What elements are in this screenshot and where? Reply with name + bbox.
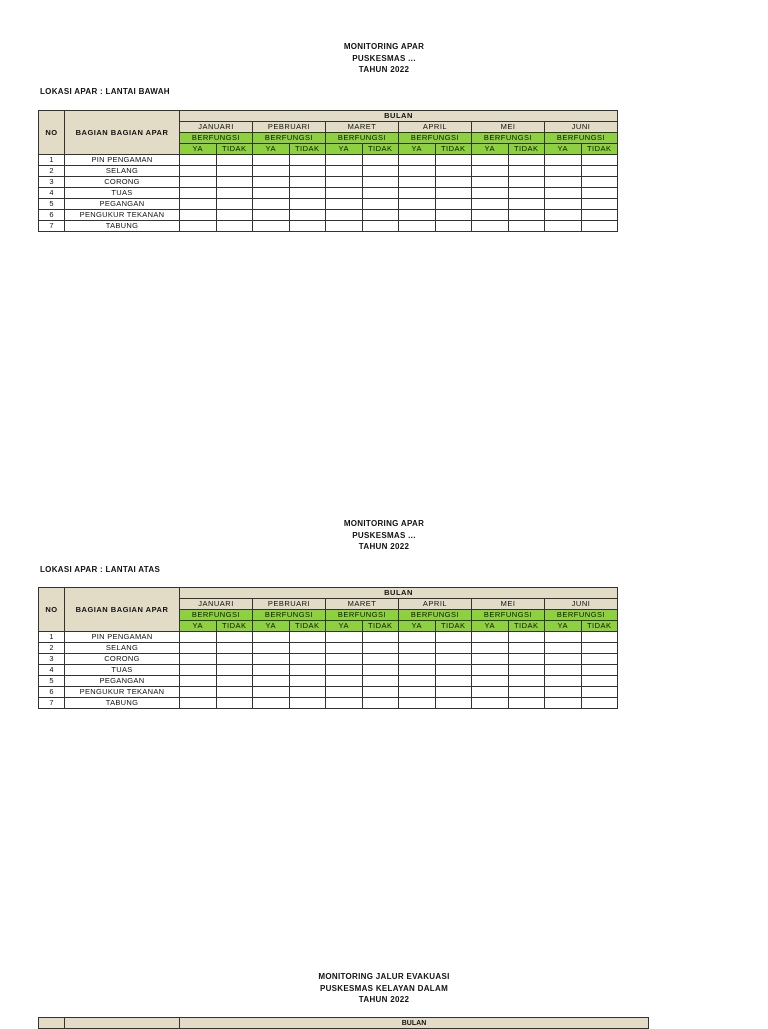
check-cell[interactable] xyxy=(253,199,290,210)
ya-header: YA xyxy=(326,144,363,155)
check-cell[interactable] xyxy=(472,221,509,232)
month-header: JUNI xyxy=(545,122,618,133)
check-cell[interactable] xyxy=(508,676,545,687)
row-number: 7 xyxy=(39,221,65,232)
check-cell[interactable] xyxy=(435,632,472,643)
check-cell[interactable] xyxy=(435,188,472,199)
ya-header: YA xyxy=(472,621,509,632)
ya-header: YA xyxy=(545,621,582,632)
check-cell[interactable] xyxy=(253,643,290,654)
check-cell[interactable] xyxy=(253,698,290,709)
check-cell[interactable] xyxy=(435,155,472,166)
check-cell[interactable] xyxy=(399,654,436,665)
title-line: PUSKESMAS ... xyxy=(352,53,416,63)
status-header: BERFUNGSI xyxy=(399,610,472,621)
section-2-title xyxy=(0,518,768,553)
check-cell[interactable] xyxy=(472,687,509,698)
check-cell[interactable] xyxy=(289,687,326,698)
check-cell[interactable] xyxy=(435,221,472,232)
check-cell[interactable] xyxy=(253,188,290,199)
check-cell[interactable] xyxy=(216,210,253,221)
check-cell[interactable] xyxy=(435,687,472,698)
check-cell[interactable] xyxy=(180,199,217,210)
check-cell[interactable] xyxy=(326,188,363,199)
status-header: BERFUNGSI xyxy=(253,133,326,144)
check-cell[interactable] xyxy=(399,687,436,698)
section-1-table xyxy=(38,110,618,232)
check-cell[interactable] xyxy=(180,687,217,698)
table-row xyxy=(39,188,618,199)
check-cell[interactable] xyxy=(362,210,399,221)
check-cell[interactable] xyxy=(362,687,399,698)
row-number: 6 xyxy=(39,687,65,698)
check-cell[interactable] xyxy=(545,199,582,210)
bulan-header: BULAN xyxy=(180,1018,649,1029)
check-cell[interactable] xyxy=(581,199,618,210)
title-line: TAHUN 2022 xyxy=(358,65,410,74)
check-cell[interactable] xyxy=(362,166,399,177)
part-name: PENGUKUR TEKANAN xyxy=(65,210,180,221)
check-cell[interactable] xyxy=(545,221,582,232)
check-cell[interactable] xyxy=(180,155,217,166)
check-cell[interactable] xyxy=(326,698,363,709)
status-header: BERFUNGSI xyxy=(253,610,326,621)
check-cell[interactable] xyxy=(289,698,326,709)
check-cell[interactable] xyxy=(362,654,399,665)
check-cell[interactable] xyxy=(581,643,618,654)
row-number: 3 xyxy=(39,654,65,665)
check-cell[interactable] xyxy=(362,643,399,654)
section-3-table xyxy=(38,1017,649,1029)
status-header: BERFUNGSI xyxy=(472,610,545,621)
ya-header: YA xyxy=(326,621,363,632)
check-cell[interactable] xyxy=(545,166,582,177)
check-cell[interactable] xyxy=(326,221,363,232)
check-cell[interactable] xyxy=(180,188,217,199)
ya-header: YA xyxy=(399,621,436,632)
check-cell[interactable] xyxy=(216,632,253,643)
check-cell[interactable] xyxy=(472,199,509,210)
check-cell[interactable] xyxy=(180,221,217,232)
tidak-header: TIDAK xyxy=(508,144,545,155)
tidak-header: TIDAK xyxy=(508,621,545,632)
tidak-header: TIDAK xyxy=(289,621,326,632)
check-cell[interactable] xyxy=(326,654,363,665)
month-header: JANUARI xyxy=(180,122,253,133)
no-header: NO xyxy=(39,111,65,155)
tidak-header: TIDAK xyxy=(581,621,618,632)
check-cell[interactable] xyxy=(289,676,326,687)
check-cell[interactable] xyxy=(180,665,217,676)
check-cell[interactable] xyxy=(472,698,509,709)
check-cell[interactable] xyxy=(326,665,363,676)
part-name: PEGANGAN xyxy=(65,199,180,210)
check-cell[interactable] xyxy=(180,177,217,188)
check-cell[interactable] xyxy=(472,632,509,643)
check-cell[interactable] xyxy=(326,210,363,221)
part-name: TABUNG xyxy=(65,698,180,709)
check-cell[interactable] xyxy=(508,210,545,221)
check-cell[interactable] xyxy=(289,221,326,232)
table-row xyxy=(39,166,618,177)
table-row xyxy=(39,698,618,709)
check-cell[interactable] xyxy=(508,177,545,188)
check-cell[interactable] xyxy=(435,698,472,709)
check-cell[interactable] xyxy=(581,698,618,709)
check-cell[interactable] xyxy=(289,177,326,188)
part-header-cell xyxy=(65,1018,180,1029)
row-number: 7 xyxy=(39,698,65,709)
title-line: MONITORING APAR xyxy=(343,42,425,51)
check-cell[interactable] xyxy=(362,155,399,166)
month-header: MEI xyxy=(472,599,545,610)
month-header: PEBRUARI xyxy=(253,599,326,610)
check-cell[interactable] xyxy=(472,210,509,221)
check-cell[interactable] xyxy=(399,676,436,687)
check-cell[interactable] xyxy=(253,155,290,166)
check-cell[interactable] xyxy=(435,199,472,210)
check-cell[interactable] xyxy=(216,166,253,177)
check-cell[interactable] xyxy=(253,654,290,665)
check-cell[interactable] xyxy=(508,665,545,676)
check-cell[interactable] xyxy=(435,166,472,177)
part-name: CORONG xyxy=(65,177,180,188)
month-header: MARET xyxy=(326,599,399,610)
check-cell[interactable] xyxy=(435,177,472,188)
check-cell[interactable] xyxy=(289,643,326,654)
check-cell[interactable] xyxy=(289,188,326,199)
check-cell[interactable] xyxy=(326,632,363,643)
check-cell[interactable] xyxy=(216,221,253,232)
status-header: BERFUNGSI xyxy=(326,610,399,621)
tidak-header: TIDAK xyxy=(435,144,472,155)
check-cell[interactable] xyxy=(545,698,582,709)
row-number: 1 xyxy=(39,632,65,643)
check-cell[interactable] xyxy=(326,177,363,188)
tidak-header: TIDAK xyxy=(289,144,326,155)
check-cell[interactable] xyxy=(253,221,290,232)
section-2-table xyxy=(38,587,618,709)
title-line: TAHUN 2022 xyxy=(358,995,410,1004)
part-name: PEGANGAN xyxy=(65,676,180,687)
check-cell[interactable] xyxy=(362,177,399,188)
check-cell[interactable] xyxy=(180,643,217,654)
status-header: BERFUNGSI xyxy=(399,133,472,144)
check-cell[interactable] xyxy=(399,177,436,188)
check-cell[interactable] xyxy=(289,665,326,676)
check-cell[interactable] xyxy=(545,643,582,654)
check-cell[interactable] xyxy=(508,199,545,210)
check-cell[interactable] xyxy=(508,155,545,166)
check-cell[interactable] xyxy=(581,177,618,188)
part-name: SELANG xyxy=(65,166,180,177)
check-cell[interactable] xyxy=(545,210,582,221)
no-header-cell xyxy=(39,1018,65,1029)
part-name: TABUNG xyxy=(65,221,180,232)
check-cell[interactable] xyxy=(545,676,582,687)
check-cell[interactable] xyxy=(253,676,290,687)
check-cell[interactable] xyxy=(289,166,326,177)
check-cell[interactable] xyxy=(399,166,436,177)
table-row xyxy=(39,155,618,166)
tidak-header: TIDAK xyxy=(362,621,399,632)
ya-header: YA xyxy=(472,144,509,155)
check-cell[interactable] xyxy=(216,698,253,709)
check-cell[interactable] xyxy=(545,632,582,643)
tidak-header: TIDAK xyxy=(362,144,399,155)
check-cell[interactable] xyxy=(545,177,582,188)
month-header: MEI xyxy=(472,122,545,133)
title-line: TAHUN 2022 xyxy=(358,542,410,551)
check-cell[interactable] xyxy=(508,654,545,665)
check-cell[interactable] xyxy=(472,643,509,654)
check-cell[interactable] xyxy=(216,643,253,654)
table-row xyxy=(39,643,618,654)
check-cell[interactable] xyxy=(216,177,253,188)
check-cell[interactable] xyxy=(581,188,618,199)
status-header: BERFUNGSI xyxy=(180,133,253,144)
check-cell[interactable] xyxy=(253,166,290,177)
title-line: MONITORING APAR xyxy=(343,519,425,528)
table-row xyxy=(39,687,618,698)
check-cell[interactable] xyxy=(399,199,436,210)
part-name: SELANG xyxy=(65,643,180,654)
ya-header: YA xyxy=(180,621,217,632)
check-cell[interactable] xyxy=(399,632,436,643)
check-cell[interactable] xyxy=(253,210,290,221)
part-name: PIN PENGAMAN xyxy=(65,155,180,166)
month-header: APRIL xyxy=(399,599,472,610)
section-1-lokasi: LOKASI APAR : LANTAI BAWAH xyxy=(40,87,170,96)
check-cell[interactable] xyxy=(545,665,582,676)
check-cell[interactable] xyxy=(253,177,290,188)
table-row xyxy=(39,210,618,221)
check-cell[interactable] xyxy=(362,676,399,687)
check-cell[interactable] xyxy=(581,665,618,676)
check-cell[interactable] xyxy=(399,643,436,654)
month-header: MARET xyxy=(326,122,399,133)
check-cell[interactable] xyxy=(508,687,545,698)
ya-header: YA xyxy=(253,144,290,155)
check-cell[interactable] xyxy=(472,654,509,665)
tidak-header: TIDAK xyxy=(216,621,253,632)
check-cell[interactable] xyxy=(581,155,618,166)
check-cell[interactable] xyxy=(508,188,545,199)
check-cell[interactable] xyxy=(326,687,363,698)
check-cell[interactable] xyxy=(216,199,253,210)
row-number: 3 xyxy=(39,177,65,188)
check-cell[interactable] xyxy=(180,210,217,221)
check-cell[interactable] xyxy=(362,188,399,199)
check-cell[interactable] xyxy=(216,654,253,665)
check-cell[interactable] xyxy=(581,166,618,177)
row-number: 1 xyxy=(39,155,65,166)
table-row xyxy=(39,654,618,665)
table-row xyxy=(39,665,618,676)
check-cell[interactable] xyxy=(472,155,509,166)
check-cell[interactable] xyxy=(435,665,472,676)
status-header: BERFUNGSI xyxy=(326,133,399,144)
row-number: 6 xyxy=(39,210,65,221)
status-header: BERFUNGSI xyxy=(545,610,618,621)
check-cell[interactable] xyxy=(508,221,545,232)
check-cell[interactable] xyxy=(362,698,399,709)
check-cell[interactable] xyxy=(399,155,436,166)
check-cell[interactable] xyxy=(289,155,326,166)
check-cell[interactable] xyxy=(472,665,509,676)
check-cell[interactable] xyxy=(289,199,326,210)
check-cell[interactable] xyxy=(289,632,326,643)
table-row xyxy=(39,177,618,188)
row-number: 4 xyxy=(39,665,65,676)
check-cell[interactable] xyxy=(545,188,582,199)
no-header: NO xyxy=(39,588,65,632)
check-cell[interactable] xyxy=(581,687,618,698)
section-2-lokasi: LOKASI APAR : LANTAI ATAS xyxy=(40,565,161,574)
check-cell[interactable] xyxy=(253,665,290,676)
ya-header: YA xyxy=(180,144,217,155)
check-cell[interactable] xyxy=(362,665,399,676)
check-cell[interactable] xyxy=(216,687,253,698)
section-3-title xyxy=(0,971,768,1006)
check-cell[interactable] xyxy=(545,687,582,698)
check-cell[interactable] xyxy=(180,632,217,643)
check-cell[interactable] xyxy=(472,676,509,687)
check-cell[interactable] xyxy=(435,654,472,665)
tidak-header: TIDAK xyxy=(216,144,253,155)
row-number: 4 xyxy=(39,188,65,199)
check-cell[interactable] xyxy=(581,676,618,687)
check-cell[interactable] xyxy=(545,654,582,665)
part-name: PIN PENGAMAN xyxy=(65,632,180,643)
check-cell[interactable] xyxy=(435,676,472,687)
bulan-header: BULAN xyxy=(180,588,618,599)
check-cell[interactable] xyxy=(289,654,326,665)
row-number: 5 xyxy=(39,676,65,687)
part-name: TUAS xyxy=(65,188,180,199)
part-header: BAGIAN BAGIAN APAR xyxy=(65,588,180,632)
check-cell[interactable] xyxy=(435,210,472,221)
row-number: 5 xyxy=(39,199,65,210)
check-cell[interactable] xyxy=(508,632,545,643)
check-cell[interactable] xyxy=(581,221,618,232)
check-cell[interactable] xyxy=(545,155,582,166)
check-cell[interactable] xyxy=(508,166,545,177)
check-cell[interactable] xyxy=(362,632,399,643)
check-cell[interactable] xyxy=(399,210,436,221)
tidak-header: TIDAK xyxy=(581,144,618,155)
status-header: BERFUNGSI xyxy=(180,610,253,621)
month-header: PEBRUARI xyxy=(253,122,326,133)
check-cell[interactable] xyxy=(399,698,436,709)
bulan-header: BULAN xyxy=(180,111,618,122)
check-cell[interactable] xyxy=(326,166,363,177)
row-number: 2 xyxy=(39,166,65,177)
ya-header: YA xyxy=(253,621,290,632)
check-cell[interactable] xyxy=(253,687,290,698)
part-header: BAGIAN BAGIAN APAR xyxy=(65,111,180,155)
check-cell[interactable] xyxy=(508,643,545,654)
part-name: TUAS xyxy=(65,665,180,676)
check-cell[interactable] xyxy=(472,188,509,199)
check-cell[interactable] xyxy=(435,643,472,654)
ya-header: YA xyxy=(399,144,436,155)
ya-header: YA xyxy=(545,144,582,155)
check-cell[interactable] xyxy=(326,199,363,210)
check-cell[interactable] xyxy=(508,698,545,709)
check-cell[interactable] xyxy=(216,676,253,687)
table-row xyxy=(39,676,618,687)
status-header: BERFUNGSI xyxy=(545,133,618,144)
table-row xyxy=(39,199,618,210)
check-cell[interactable] xyxy=(216,665,253,676)
part-name: PENGUKUR TEKANAN xyxy=(65,687,180,698)
section-1-title xyxy=(0,41,768,76)
check-cell[interactable] xyxy=(581,654,618,665)
check-cell[interactable] xyxy=(399,665,436,676)
tidak-header: TIDAK xyxy=(435,621,472,632)
check-cell[interactable] xyxy=(472,166,509,177)
check-cell[interactable] xyxy=(180,698,217,709)
check-cell[interactable] xyxy=(326,676,363,687)
check-cell[interactable] xyxy=(180,676,217,687)
status-header: BERFUNGSI xyxy=(472,133,545,144)
check-cell[interactable] xyxy=(399,221,436,232)
title-line: PUSKESMAS ... xyxy=(352,530,416,540)
check-cell[interactable] xyxy=(216,155,253,166)
check-cell[interactable] xyxy=(180,654,217,665)
check-cell[interactable] xyxy=(581,210,618,221)
check-cell[interactable] xyxy=(253,632,290,643)
check-cell[interactable] xyxy=(180,166,217,177)
check-cell[interactable] xyxy=(216,188,253,199)
month-header: JANUARI xyxy=(180,599,253,610)
table-row xyxy=(39,632,618,643)
check-cell[interactable] xyxy=(362,221,399,232)
check-cell[interactable] xyxy=(399,188,436,199)
month-header: JUNI xyxy=(545,599,618,610)
check-cell[interactable] xyxy=(362,199,399,210)
month-header: APRIL xyxy=(399,122,472,133)
title-line: MONITORING JALUR EVAKUASI xyxy=(318,972,450,981)
part-name: CORONG xyxy=(65,654,180,665)
check-cell[interactable] xyxy=(581,632,618,643)
check-cell[interactable] xyxy=(326,155,363,166)
check-cell[interactable] xyxy=(472,177,509,188)
check-cell[interactable] xyxy=(326,643,363,654)
check-cell[interactable] xyxy=(289,210,326,221)
table-row xyxy=(39,221,618,232)
row-number: 2 xyxy=(39,643,65,654)
title-line: PUSKESMAS KELAYAN DALAM xyxy=(319,983,449,993)
